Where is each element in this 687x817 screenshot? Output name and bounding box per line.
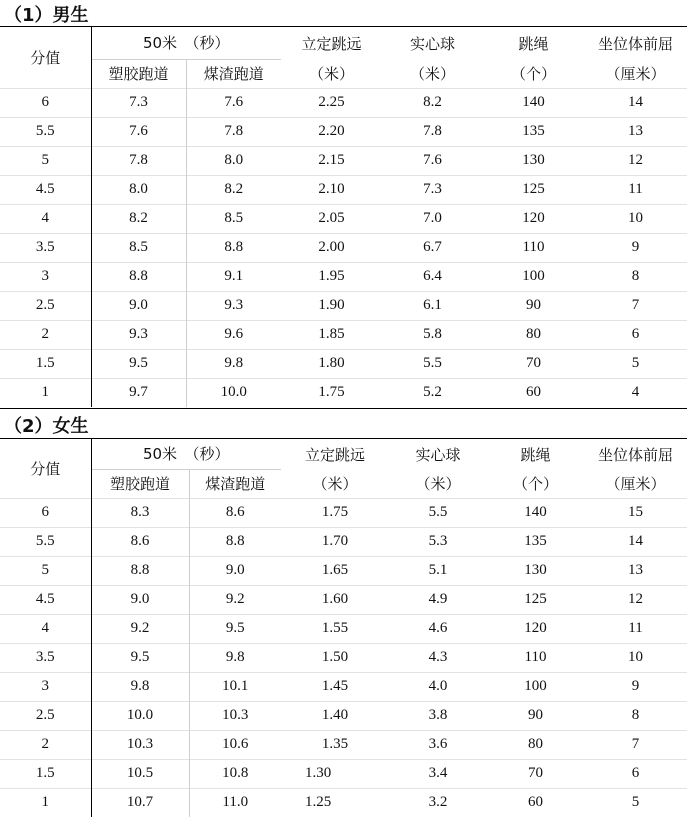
girls-section-rule <box>0 408 687 409</box>
ball-cell: 3.2 <box>389 788 487 817</box>
jump-cell: 1.55 <box>281 614 389 643</box>
rope-cell: 125 <box>483 175 584 204</box>
table-row <box>0 585 687 614</box>
plastic-time-cell: 10.0 <box>91 701 189 730</box>
boys-title: （1）男生 <box>4 5 89 26</box>
sitreach-cell: 7 <box>584 291 687 320</box>
rope-cell: 140 <box>483 88 584 117</box>
table-row <box>0 759 687 788</box>
jump-cell: 2.25 <box>281 88 382 117</box>
rope-cell: 100 <box>483 262 584 291</box>
rope-cell: 140 <box>487 498 584 527</box>
header-cinder-track: 煤渣跑道 <box>205 475 266 493</box>
table-row <box>0 527 687 556</box>
score-cell: 5.5 <box>0 117 91 146</box>
rope-cell: 100 <box>487 672 584 701</box>
score-cell: 5 <box>0 146 91 175</box>
jump-cell: 1.25 <box>281 788 389 817</box>
cinder-time-cell: 9.1 <box>186 262 281 291</box>
jump-cell: 1.45 <box>281 672 389 701</box>
ball-cell: 7.3 <box>382 175 483 204</box>
ball-cell: 6.1 <box>382 291 483 320</box>
header-ball: 实心球 <box>409 34 455 53</box>
jump-cell: 1.90 <box>281 291 382 320</box>
table-row <box>0 88 687 117</box>
header-plastic-track: 塑胶跑道 <box>91 469 189 498</box>
ball-cell: 4.6 <box>389 614 487 643</box>
plastic-time-cell: 9.2 <box>91 614 189 643</box>
rope-cell: 120 <box>483 204 584 233</box>
cinder-time-cell: 11.0 <box>189 788 281 817</box>
plastic-time-cell: 7.6 <box>91 117 186 146</box>
header-rope: 跳绳 <box>520 445 551 464</box>
sitreach-cell: 10 <box>584 204 687 233</box>
plastic-time-cell: 10.7 <box>91 788 189 817</box>
score-cell: 3.5 <box>0 233 91 262</box>
jump-cell: 1.65 <box>281 556 389 585</box>
jump-cell: 1.30 <box>281 759 389 788</box>
header-sitreach: 坐位体前屈 <box>597 445 673 464</box>
jump-cell: 1.75 <box>281 498 389 527</box>
cinder-time-cell: 9.8 <box>189 643 281 672</box>
cinder-time-cell: 10.6 <box>189 730 281 759</box>
table-row <box>0 643 687 672</box>
jump-cell: 1.75 <box>281 378 382 407</box>
sitreach-cell: 6 <box>584 320 687 349</box>
cinder-time-cell: 7.6 <box>186 88 281 117</box>
boys-section <box>0 0 687 408</box>
score-cell: 3 <box>0 262 91 291</box>
score-cell: 5.5 <box>0 527 91 556</box>
jump-cell: 2.05 <box>281 204 382 233</box>
score-cell: 1 <box>0 378 91 407</box>
table-row <box>0 349 687 378</box>
rope-cell: 70 <box>483 349 584 378</box>
table-row <box>0 788 687 817</box>
plastic-time-cell: 7.8 <box>91 146 186 175</box>
table-row <box>0 672 687 701</box>
header-ball: 实心球 <box>415 445 461 464</box>
cinder-time-cell: 10.0 <box>186 378 281 407</box>
plastic-time-cell: 9.5 <box>91 643 189 672</box>
header-cinder-track: 煤渣跑道 <box>203 65 264 83</box>
sitreach-cell: 10 <box>584 643 687 672</box>
ball-cell: 5.2 <box>382 378 483 407</box>
score-cell: 2.5 <box>0 701 91 730</box>
rope-cell: 130 <box>487 556 584 585</box>
jump-cell: 1.60 <box>281 585 389 614</box>
ball-cell: 6.7 <box>382 233 483 262</box>
score-cell: 1.5 <box>0 759 91 788</box>
ball-cell: 7.8 <box>382 117 483 146</box>
table-row <box>0 730 687 759</box>
plastic-time-cell: 9.3 <box>91 320 186 349</box>
cinder-time-cell: 8.8 <box>189 527 281 556</box>
cinder-time-cell: 9.0 <box>189 556 281 585</box>
jump-cell: 1.80 <box>281 349 382 378</box>
table-row <box>0 146 687 175</box>
sitreach-cell: 15 <box>584 498 687 527</box>
girls-title: （2）女生 <box>4 416 89 437</box>
sitreach-cell: 12 <box>584 146 687 175</box>
header-sitreach: 坐位体前屈 <box>597 34 673 53</box>
score-cell: 1 <box>0 788 91 817</box>
ball-cell: 6.4 <box>382 262 483 291</box>
header-sitreach-unit: （厘米） <box>605 64 666 83</box>
plastic-time-cell: 10.5 <box>91 759 189 788</box>
ball-cell: 5.5 <box>389 498 487 527</box>
score-cell: 5 <box>0 556 91 585</box>
sitreach-cell: 8 <box>584 701 687 730</box>
ball-cell: 4.3 <box>389 643 487 672</box>
cinder-time-cell: 10.1 <box>189 672 281 701</box>
jump-cell: 1.40 <box>281 701 389 730</box>
header-rope-unit: （个） <box>510 64 556 83</box>
ball-cell: 5.5 <box>382 349 483 378</box>
header-run50: 50米 （秒） <box>91 439 281 469</box>
ball-cell: 3.6 <box>389 730 487 759</box>
rope-cell: 120 <box>487 614 584 643</box>
header-ball-unit: （米） <box>415 474 461 493</box>
header-run50: 50米 （秒） <box>91 27 281 59</box>
cinder-time-cell: 9.2 <box>189 585 281 614</box>
cinder-time-cell: 8.0 <box>186 146 281 175</box>
cinder-time-cell: 9.6 <box>186 320 281 349</box>
score-cell: 4.5 <box>0 175 91 204</box>
plastic-time-cell: 9.0 <box>91 291 186 320</box>
ball-cell: 5.1 <box>389 556 487 585</box>
table-row <box>0 320 687 349</box>
ball-cell: 5.3 <box>389 527 487 556</box>
header-jump: 立定跳远 <box>304 445 365 464</box>
score-cell: 2.5 <box>0 291 91 320</box>
table-row <box>0 291 687 320</box>
cinder-time-cell: 10.3 <box>189 701 281 730</box>
sitreach-cell: 4 <box>584 378 687 407</box>
header-jump: 立定跳远 <box>301 34 362 53</box>
sitreach-cell: 9 <box>584 672 687 701</box>
score-cell: 3 <box>0 672 91 701</box>
rope-cell: 135 <box>483 117 584 146</box>
rope-cell: 90 <box>483 291 584 320</box>
jump-cell: 1.95 <box>281 262 382 291</box>
girls-table-body <box>0 439 687 817</box>
rope-cell: 60 <box>487 788 584 817</box>
jump-cell: 1.35 <box>281 730 389 759</box>
table-row <box>0 233 687 262</box>
plastic-time-cell: 8.2 <box>91 204 186 233</box>
plastic-time-cell: 9.8 <box>91 672 189 701</box>
rope-cell: 110 <box>487 643 584 672</box>
rope-cell: 90 <box>487 701 584 730</box>
girls-section <box>0 408 687 816</box>
score-cell: 1.5 <box>0 349 91 378</box>
table-row <box>0 701 687 730</box>
sitreach-cell: 5 <box>584 788 687 817</box>
table-row <box>0 614 687 643</box>
plastic-time-cell: 8.6 <box>91 527 189 556</box>
cinder-time-cell: 8.2 <box>186 175 281 204</box>
jump-cell: 1.50 <box>281 643 389 672</box>
score-cell: 3.5 <box>0 643 91 672</box>
rope-cell: 135 <box>487 527 584 556</box>
jump-cell: 2.20 <box>281 117 382 146</box>
score-cell: 2 <box>0 730 91 759</box>
table-row <box>0 498 687 527</box>
header-rope-unit: （个） <box>512 474 558 493</box>
cinder-time-cell: 9.8 <box>186 349 281 378</box>
plastic-time-cell: 8.0 <box>91 175 186 204</box>
score-cell: 4.5 <box>0 585 91 614</box>
ball-cell: 5.8 <box>382 320 483 349</box>
header-plastic-track: 塑胶跑道 <box>91 59 186 88</box>
cinder-time-cell: 8.6 <box>189 498 281 527</box>
sitreach-cell: 13 <box>584 556 687 585</box>
score-cell: 6 <box>0 498 91 527</box>
jump-cell: 2.15 <box>281 146 382 175</box>
plastic-time-cell: 9.7 <box>91 378 186 407</box>
score-cell: 2 <box>0 320 91 349</box>
jump-cell: 1.70 <box>281 527 389 556</box>
table-row <box>0 117 687 146</box>
rope-cell: 80 <box>487 730 584 759</box>
rope-cell: 60 <box>483 378 584 407</box>
rope-cell: 70 <box>487 759 584 788</box>
score-cell: 6 <box>0 88 91 117</box>
table-row <box>0 556 687 585</box>
ball-cell: 3.8 <box>389 701 487 730</box>
plastic-time-cell: 7.3 <box>91 88 186 117</box>
cinder-time-cell: 9.5 <box>189 614 281 643</box>
table-row <box>0 204 687 233</box>
ball-cell: 4.9 <box>389 585 487 614</box>
ball-cell: 7.6 <box>382 146 483 175</box>
ball-cell: 4.0 <box>389 672 487 701</box>
jump-cell: 2.10 <box>281 175 382 204</box>
rope-cell: 80 <box>483 320 584 349</box>
plastic-time-cell: 10.3 <box>91 730 189 759</box>
header-score: 分值 <box>0 27 91 88</box>
sitreach-cell: 12 <box>584 585 687 614</box>
cinder-time-cell: 8.5 <box>186 204 281 233</box>
plastic-time-cell: 8.8 <box>91 556 189 585</box>
cinder-time-cell: 9.3 <box>186 291 281 320</box>
boys-table-body <box>0 27 687 407</box>
table-row <box>0 378 687 407</box>
rope-cell: 110 <box>483 233 584 262</box>
header-ball-unit: （米） <box>409 64 455 83</box>
jump-cell: 1.85 <box>281 320 382 349</box>
cinder-time-cell: 10.8 <box>189 759 281 788</box>
sitreach-cell: 8 <box>584 262 687 291</box>
jump-cell: 2.00 <box>281 233 382 262</box>
ball-cell: 8.2 <box>382 88 483 117</box>
sitreach-cell: 14 <box>584 88 687 117</box>
plastic-time-cell: 8.5 <box>91 233 186 262</box>
plastic-time-cell: 8.3 <box>91 498 189 527</box>
sitreach-cell: 9 <box>584 233 687 262</box>
plastic-time-cell: 9.5 <box>91 349 186 378</box>
plastic-time-cell: 9.0 <box>91 585 189 614</box>
header-sitreach-unit: （厘米） <box>605 474 666 493</box>
ball-cell: 3.4 <box>389 759 487 788</box>
cinder-time-cell: 8.8 <box>186 233 281 262</box>
rope-cell: 130 <box>483 146 584 175</box>
girls-score-table <box>0 439 687 817</box>
sitreach-cell: 13 <box>584 117 687 146</box>
table-row <box>0 175 687 204</box>
cinder-time-cell: 7.8 <box>186 117 281 146</box>
header-score: 分值 <box>0 439 91 498</box>
rope-cell: 125 <box>487 585 584 614</box>
sitreach-cell: 11 <box>584 614 687 643</box>
header-rope: 跳绳 <box>518 34 549 53</box>
score-cell: 4 <box>0 614 91 643</box>
ball-cell: 7.0 <box>382 204 483 233</box>
header-jump-unit: （米） <box>308 64 354 83</box>
plastic-time-cell: 8.8 <box>91 262 186 291</box>
sitreach-cell: 14 <box>584 527 687 556</box>
score-cell: 4 <box>0 204 91 233</box>
header-jump-unit: （米） <box>312 474 358 493</box>
sitreach-cell: 6 <box>584 759 687 788</box>
sitreach-cell: 7 <box>584 730 687 759</box>
sitreach-cell: 5 <box>584 349 687 378</box>
boys-score-table <box>0 27 687 407</box>
table-row <box>0 262 687 291</box>
sitreach-cell: 11 <box>584 175 687 204</box>
